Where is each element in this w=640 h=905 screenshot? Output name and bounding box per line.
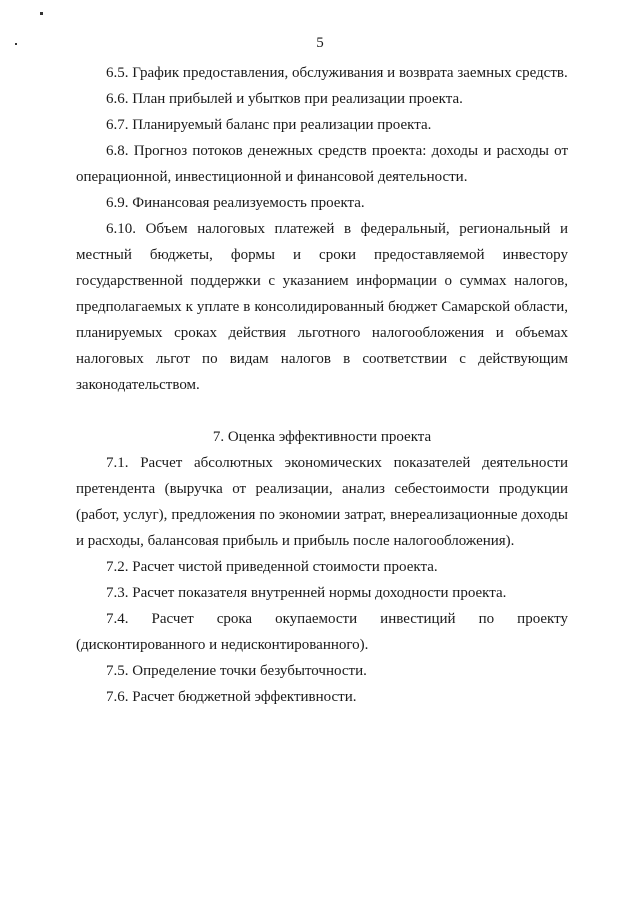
- item-6-7: 6.7. Планируемый баланс при реализации проекта.: [106, 117, 432, 133]
- item-7-1: 7.1. Расчет абсолютных экономических показателей деятельности претендента (выручка от реализации, анализ себестоимости продукции (работ, услуг), предложения по экономии затрат, внереализационные доходы и расходы, балансовая прибыль и прибыль после налогообложения).: [76, 455, 568, 549]
- item-7-6: 7.6. Расчет бюджетной эффективности.: [106, 689, 357, 705]
- item-7-2: 7.2. Расчет чистой приведенной стоимости проекта.: [106, 559, 438, 575]
- item-6-10: 6.10. Объем налоговых платежей в федеральный, региональный и местный бюджеты, формы и сроки предоставляемой инвестору государственной поддержки с указанием информации о суммах налогов, предполагаемых к уплате в консолидированный бюджет Самарской области, планируемых сроках действия льготного налогообложения и объемах налоговых льгот по видам налогов в соответствии с действующим законодательством.: [76, 221, 568, 393]
- item-7-4: 7.4. Расчет срока окупаемости инвестиций по проекту (дисконтированного и недисконтированного).: [76, 611, 568, 653]
- scan-speck: [40, 12, 43, 15]
- item-7-5: 7.5. Определение точки безубыточности.: [106, 663, 367, 679]
- item-6-5: 6.5. График предоставления, обслуживания и возврата заемных средств.: [106, 65, 568, 81]
- item-6-9: 6.9. Финансовая реализуемость проекта.: [106, 195, 365, 211]
- item-6-8: 6.8. Прогноз потоков денежных средств проекта: доходы и расходы от операционной, инвестиционной и финансовой деятельности.: [76, 143, 568, 185]
- item-7-3: 7.3. Расчет показателя внутренней нормы доходности проекта.: [106, 585, 507, 601]
- item-6-6: 6.6. План прибылей и убытков при реализации проекта.: [106, 91, 463, 107]
- section-7-heading: 7. Оценка эффективности проекта: [212, 429, 432, 445]
- page-number: 5: [316, 35, 324, 51]
- document-body: [76, 60, 568, 710]
